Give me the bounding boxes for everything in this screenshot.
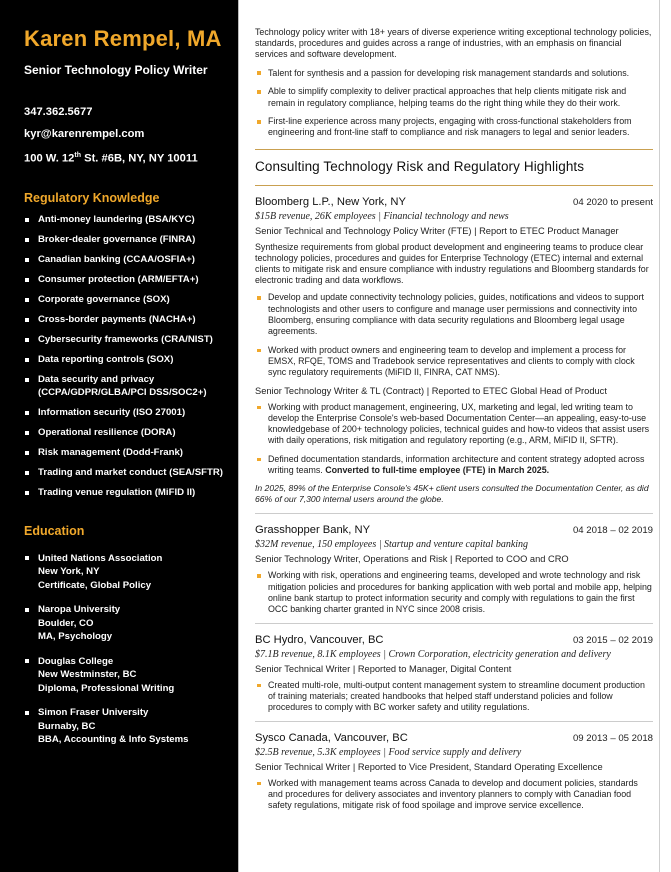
job-dates: 09 2013 – 05 2018 — [572, 732, 653, 744]
school: Douglas College — [38, 655, 114, 667]
job-role: Senior Technical Writer | Reported to Manager, Digital Content — [255, 663, 512, 674]
divider — [255, 185, 653, 186]
knowledge-item: Data reporting controls (SOX) — [24, 354, 224, 367]
highlight-item: First-line experience across many projects, engaging with cross-functional stakeholders from engineering and front-line staff to compliance and risk managers to legal and senior leaders. — [255, 116, 653, 138]
knowledge-item: Data security and privacy (CCPA/GDPR/GLBA/PCI DSS/SOC2+) — [24, 374, 224, 399]
education-item — [24, 655, 224, 696]
job-description: Synthesize requirements from global product development and engineering teams to produce clear technology policies, procedures and guides for Enterprise Technology (ETEC) internal and external clients to mitigate risk and ensure compliance with industry regulations and Bloomberg standards for electronic trading and data workflows. — [255, 241, 649, 286]
knowledge-item: Consumer protection (ARM/EFTA+) — [24, 274, 224, 287]
degree: BBA, Accounting & Info Systems — [38, 734, 189, 746]
divider — [255, 623, 653, 624]
knowledge-item: Operational resilience (DORA) — [24, 427, 224, 440]
email: kyr@karenrempel.com — [24, 128, 145, 140]
education-item — [24, 603, 224, 644]
job-bullet: Worked with management teams across Canada to develop and document policies, standards and procedures for delivery associates and inventory planners to comply with Canadian food safety regulations, mitigate risk of food spoilage and improve service excellence. — [255, 778, 653, 812]
address-part: St. #6B, NY, NY 10011 — [81, 152, 198, 165]
job-bullets — [255, 570, 653, 615]
company: Grasshopper Bank, NY — [255, 524, 371, 537]
candidate-name: Karen Rempel, MA — [24, 26, 222, 51]
job-bullets — [255, 680, 653, 714]
job-bullet — [255, 454, 653, 476]
job-bullet: Working with product management, engineering, UX, marketing and legal, led writing team to develop the Enterprise Console's web-based Documentation Center—an appealing, easy-to-use knowledgebase of 200+ technology policies, technical guides and how-to videos that assist users with daily operations, risk mitigation and regulatory reporting (e.g., ARM, MiFID II, SFTR). — [255, 402, 653, 447]
knowledge-item: Trading and market conduct (SEA/SFTR) — [24, 467, 224, 480]
bullet-text: Defined documentation standards, information architecture and content strategy adopted across writing teams. — [268, 454, 645, 476]
knowledge-item: Broker-dealer governance (FINRA) — [24, 234, 224, 247]
school-location: New Westminster, BC — [38, 669, 137, 681]
job-bullet: Working with risk, operations and engineering teams, developed and wrote technology and risk mitigation policies and procedures for banking application with web portal and mobile app, helping online bank startup to protect information security and comply with regulations to gain the first OCC banking charter granted in NYC since 2008 crisis. — [255, 570, 653, 615]
job-entry — [255, 634, 653, 722]
knowledge-item: Anti-money laundering (BSA/KYC) — [24, 214, 224, 227]
job-bullet: Worked with product owners and engineering team to develop and implement a process for EMSX, RFQE, TOMS and Tradebook service representatives and clients to comply with clock sync regulatory requirements (MiFID II, FINRA, CAT NMS). — [255, 345, 653, 379]
job-bullets — [255, 402, 653, 477]
school-location: New York, NY — [38, 566, 100, 578]
school: Naropa University — [38, 604, 121, 616]
summary: Technology policy writer with 18+ years of diverse experience writing exceptional technology policies, standards, procedures and guides across a range of industries, with an emphasis on financial services and software development. — [255, 27, 652, 60]
knowledge-item: Corporate governance (SOX) — [24, 294, 224, 307]
job-role: Senior Technology Writer, Operations and Risk | Reported to COO and CRO — [255, 554, 569, 565]
job-role: Senior Technical and Technology Policy Writer (FTE) | Report to ETEC Product Manager — [255, 225, 619, 236]
address-part: 100 W. 12 — [24, 152, 75, 165]
degree: MA, Psychology — [38, 631, 113, 643]
candidate-title: Senior Technology Policy Writer — [24, 63, 208, 77]
highlights-list — [255, 68, 653, 139]
company-meta: $7.1B revenue, 8.1K employees | Crown Corporation, electricity generation and delivery — [255, 648, 611, 660]
school: United Nations Association — [38, 552, 163, 564]
highlight-item: Able to simplify complexity to deliver practical approaches that help clients mitigate risk and remain in regulatory compliance, helping teams do the right thing while they do their work. — [255, 86, 653, 108]
job-entry — [255, 196, 653, 515]
job-bullets — [255, 778, 653, 812]
degree: Diploma, Professional Writing — [38, 682, 175, 694]
job-bullets — [255, 292, 653, 378]
education-item — [24, 552, 224, 593]
job-bullet: Develop and update connectivity technology policies, guides, notifications and videos to support technologists and other users to configure and manage user permissions and connectivity into Bloomberg, ensuring compliance with data security regulations and Bloomberg legal usage agreements. — [255, 292, 653, 337]
job-bullet: Created multi-role, multi-output content management system to streamline document production of training materials; created handbooks that helped staff understand policies and follow procedures to comply with BC worker safety and utility regulations. — [255, 680, 653, 714]
knowledge-list — [24, 214, 224, 500]
knowledge-item: Canadian banking (CCAA/OSFIA+) — [24, 254, 224, 267]
company-meta: $32M revenue, 150 employees | Startup and venture capital banking — [255, 539, 529, 551]
bullet-bold-text: Converted to full-time employee (FTE) in March 2025. — [325, 465, 550, 476]
divider — [255, 721, 653, 722]
main-content — [238, 0, 671, 872]
school-location: Burnaby, BC — [38, 720, 96, 732]
job-role: Senior Technology Writer & TL (Contract) | Reported to ETEC Global Head of Product — [255, 385, 607, 396]
company-meta: $15B revenue, 26K employees | Financial technology and news — [255, 210, 509, 222]
address — [24, 145, 224, 170]
knowledge-item: Risk management (Dodd-Frank) — [24, 447, 224, 460]
degree: Certificate, Global Policy — [38, 579, 152, 591]
job-dates: 03 2015 – 02 2019 — [572, 634, 653, 646]
school: Simon Fraser University — [38, 707, 149, 719]
knowledge-item: Trading venue regulation (MiFID II) — [24, 487, 224, 500]
divider — [255, 513, 653, 514]
knowledge-heading: Regulatory Knowledge — [24, 190, 160, 205]
job-entry — [255, 524, 653, 623]
education-list — [24, 552, 224, 747]
knowledge-item: Cross-border payments (NACHA+) — [24, 314, 224, 327]
highlight-item: Talent for synthesis and a passion for developing risk management standards and solutions. — [255, 68, 653, 79]
sidebar — [0, 0, 238, 872]
education-heading: Education — [24, 523, 85, 538]
knowledge-item: Cybersecurity frameworks (CRA/NIST) — [24, 334, 224, 347]
divider — [255, 149, 653, 150]
knowledge-item: Information security (ISO 27001) — [24, 407, 224, 420]
company: BC Hydro, Vancouver, BC — [255, 633, 384, 646]
job-role: Senior Technical Writer | Reported to Vice President, Standard Operating Excellence — [255, 761, 603, 772]
section-title: Consulting Technology Risk and Regulatory Highlights — [255, 158, 585, 174]
contact-block — [24, 101, 224, 170]
job-dates: 04 2018 – 02 2019 — [572, 525, 653, 537]
address-superscript: th — [74, 152, 81, 159]
job-dates: 04 2020 to present — [572, 196, 653, 208]
job-note: In 2025, 89% of the Enterprise Console's 45K+ client users consulted the Documentation Center, as did 66% of our 7,300 internal users around the globe. — [255, 483, 649, 505]
company: Sysco Canada, Vancouver, BC — [255, 731, 408, 744]
school-location: Boulder, CO — [38, 617, 94, 629]
company: Bloomberg L.P., New York, NY — [255, 195, 406, 208]
company-meta: $2.5B revenue, 5.3K employees | Food service supply and delivery — [255, 746, 522, 758]
job-entry — [255, 732, 653, 812]
phone: 347.362.5677 — [24, 106, 93, 118]
education-item — [24, 706, 224, 747]
